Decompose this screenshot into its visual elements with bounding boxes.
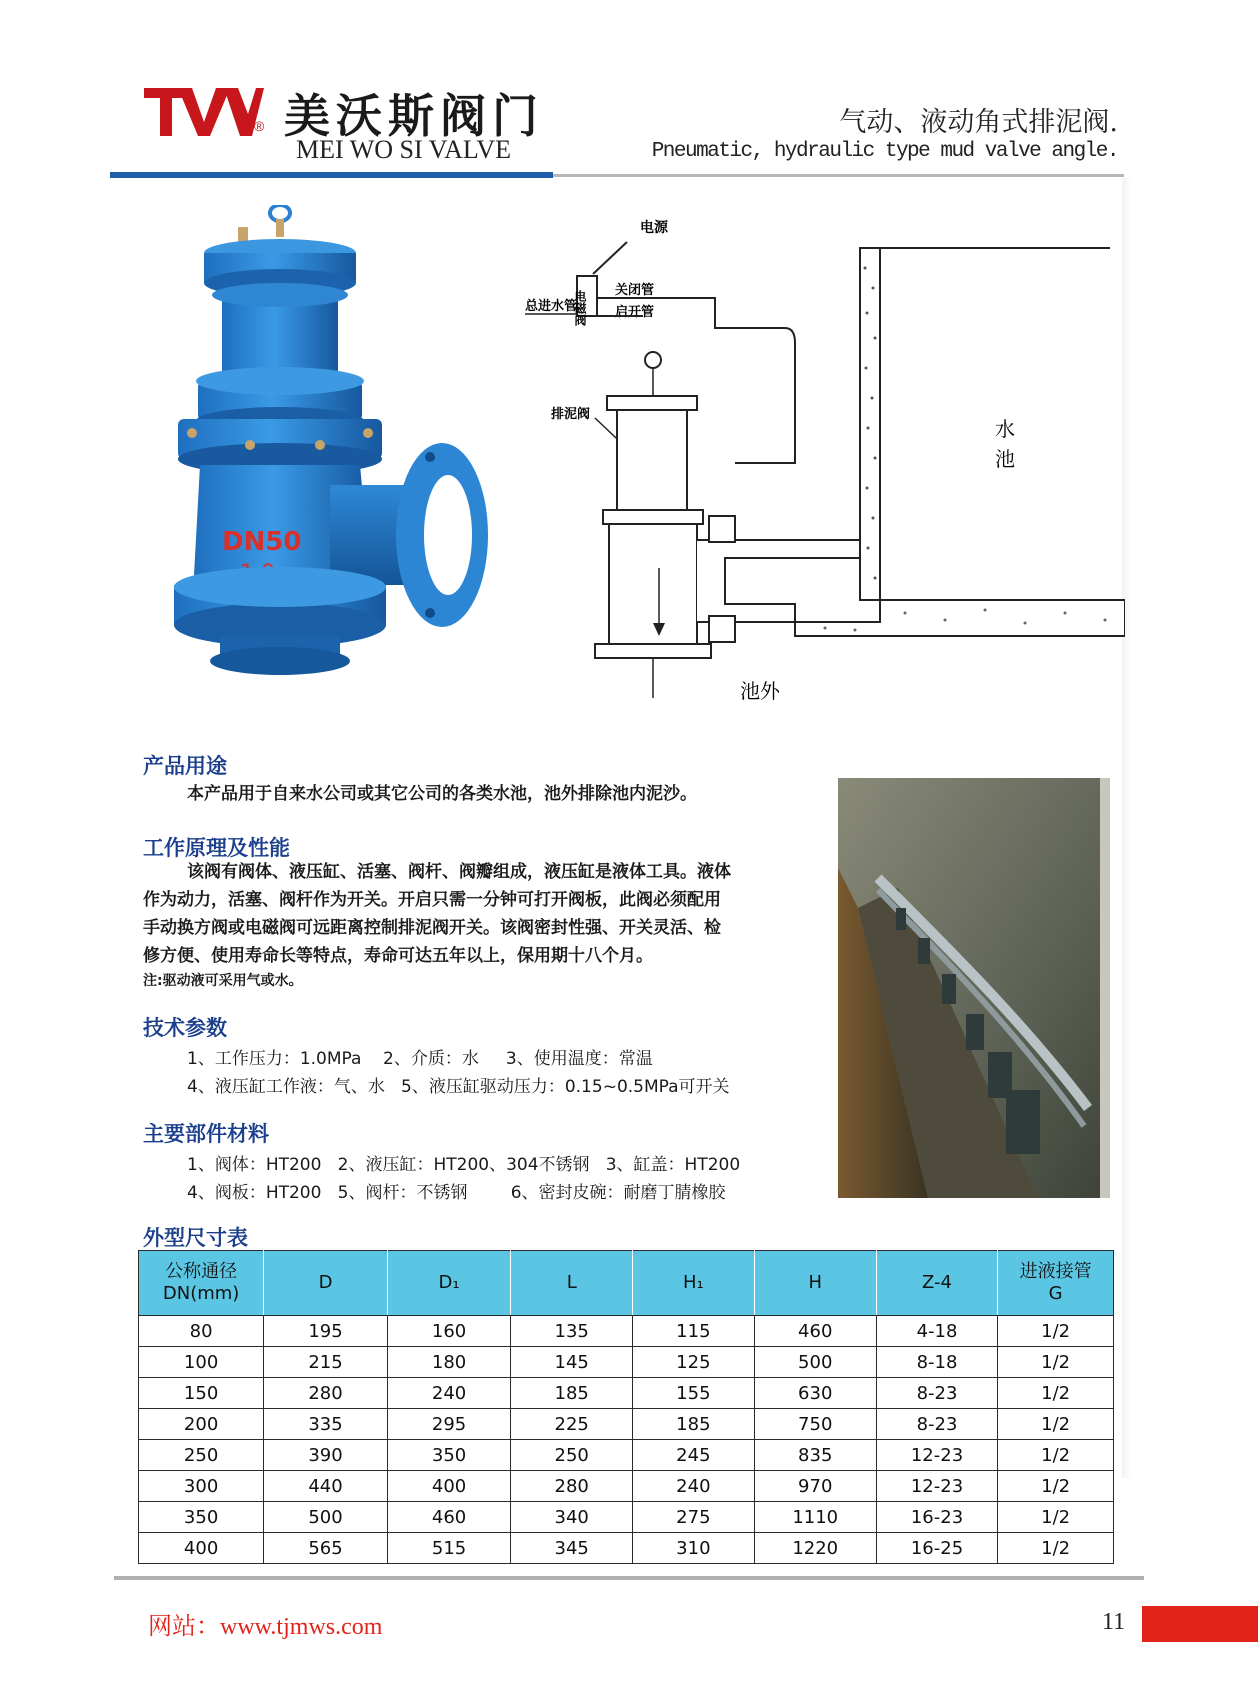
header-rule-blue xyxy=(110,172,553,178)
table-header-row xyxy=(139,1251,1114,1316)
cell: 160 xyxy=(387,1316,511,1347)
footer-rule xyxy=(114,1576,1144,1580)
material-line-2: 4、阀板：HT200 5、阀杆：不锈钢 6、密封皮碗：耐磨丁腈橡胶 xyxy=(187,1183,726,1203)
header-d: D xyxy=(264,1251,388,1316)
cell: 240 xyxy=(387,1378,511,1409)
page-title-cn: 气动、液动角式排泥阀. xyxy=(839,107,1118,138)
cell: 1/2 xyxy=(998,1378,1114,1409)
diagram-label-main-inlet: 总进水管 xyxy=(525,299,578,314)
cell: 240 xyxy=(633,1471,755,1502)
cell: 115 xyxy=(633,1316,755,1347)
table-row xyxy=(139,1502,1114,1533)
cell: 335 xyxy=(264,1409,388,1440)
material-heading: 主要部件材料 xyxy=(143,1122,269,1146)
cell: 1/2 xyxy=(998,1316,1114,1347)
cell: 460 xyxy=(754,1316,876,1347)
header-z4: Z-4 xyxy=(876,1251,997,1316)
principle-note: 注:驱动液可采用气或水。 xyxy=(143,973,303,989)
cell: 1/2 xyxy=(998,1347,1114,1378)
tech-line-2: 4、液压缸工作液：气、水 5、液压缸驱动压力：0.15~0.5MPa可开关 xyxy=(187,1077,730,1097)
cell: 8-23 xyxy=(876,1409,997,1440)
cell: 180 xyxy=(387,1347,511,1378)
material-line-1: 1、阀体：HT200 2、液压缸：HT200、304不锈钢 3、缸盖：HT200 xyxy=(187,1155,741,1175)
table-row xyxy=(139,1440,1114,1471)
table-heading: 外型尺寸表 xyxy=(143,1226,248,1250)
principle-heading: 工作原理及性能 xyxy=(143,836,290,860)
cell: 200 xyxy=(139,1409,264,1440)
table-row xyxy=(139,1409,1114,1440)
valve-marking-dn: DN50 xyxy=(222,527,302,557)
cell: 1/2 xyxy=(998,1471,1114,1502)
brand-name-cn: 美沃斯阀门 xyxy=(284,89,544,143)
cell: 295 xyxy=(387,1409,511,1440)
header-l: L xyxy=(511,1251,633,1316)
brand-logo-icon xyxy=(144,84,264,140)
cell: 185 xyxy=(511,1378,633,1409)
cell: 280 xyxy=(511,1471,633,1502)
table-row xyxy=(139,1533,1114,1564)
principle-line-3: 手动换方阀或电磁阀可远距离控制排泥阀开关。该阀密封性强、开关灵活、检 xyxy=(143,918,721,938)
cell: 440 xyxy=(264,1471,388,1502)
usage-text: 本产品用于自来水公司或其它公司的各类水池，池外排除池内泥沙。 xyxy=(187,784,697,804)
cell: 350 xyxy=(139,1502,264,1533)
table-row xyxy=(139,1347,1114,1378)
cell: 750 xyxy=(754,1409,876,1440)
cell: 350 xyxy=(387,1440,511,1471)
cell: 4-18 xyxy=(876,1316,997,1347)
footer-red-bar xyxy=(1142,1606,1258,1642)
cell: 250 xyxy=(139,1440,264,1471)
table-row xyxy=(139,1378,1114,1409)
cell: 340 xyxy=(511,1502,633,1533)
cell: 1/2 xyxy=(998,1533,1114,1564)
cell: 500 xyxy=(264,1502,388,1533)
page-title-en: Pneumatic, hydraulic type mud valve angle. xyxy=(651,140,1118,163)
installation-site-photo xyxy=(838,778,1110,1198)
page-number: 11 xyxy=(1102,1609,1126,1635)
cell: 245 xyxy=(633,1440,755,1471)
cell: 280 xyxy=(264,1378,388,1409)
diagram-label-outside: 池外 xyxy=(740,679,780,703)
cell: 565 xyxy=(264,1533,388,1564)
tech-line-1: 1、工作压力：1.0MPa 2、介质：水 3、使用温度：常温 xyxy=(187,1049,653,1069)
cell: 390 xyxy=(264,1440,388,1471)
cell: 8-18 xyxy=(876,1347,997,1378)
cell: 195 xyxy=(264,1316,388,1347)
registered-mark: ® xyxy=(254,118,265,134)
cell: 145 xyxy=(511,1347,633,1378)
principle-line-4: 修方便、使用寿命长等特点，寿命可达五年以上，保用期十八个月。 xyxy=(143,946,653,966)
table-row xyxy=(139,1316,1114,1347)
diagram-label-pool-2: 池 xyxy=(995,447,1015,471)
diagram-label-open-pipe: 启开管 xyxy=(615,305,655,320)
cell: 970 xyxy=(754,1471,876,1502)
cell: 16-23 xyxy=(876,1502,997,1533)
cell: 12-23 xyxy=(876,1471,997,1502)
usage-heading: 产品用途 xyxy=(143,754,227,778)
website-link[interactable]: 网站：www.tjmws.com xyxy=(148,1614,383,1640)
cell: 275 xyxy=(633,1502,755,1533)
header-h1: H₁ xyxy=(633,1251,755,1316)
table-row xyxy=(139,1471,1114,1502)
cell: 500 xyxy=(754,1347,876,1378)
cell: 100 xyxy=(139,1347,264,1378)
cell: 185 xyxy=(633,1409,755,1440)
header-h: H xyxy=(754,1251,876,1316)
diagram-label-close-pipe: 关闭管 xyxy=(615,283,655,298)
cell: 155 xyxy=(633,1378,755,1409)
cell: 8-23 xyxy=(876,1378,997,1409)
angle-mud-valve-image xyxy=(130,205,510,725)
cell: 1/2 xyxy=(998,1409,1114,1440)
cell: 400 xyxy=(387,1471,511,1502)
header-d1: D₁ xyxy=(387,1251,511,1316)
header-dn: 公称通径 DN(mm) xyxy=(139,1251,264,1316)
cell: 1110 xyxy=(754,1502,876,1533)
cell: 12-23 xyxy=(876,1440,997,1471)
cell: 460 xyxy=(387,1502,511,1533)
cell: 345 xyxy=(511,1533,633,1564)
diagram-label-mud-valve: 排泥阀 xyxy=(551,407,591,422)
header-g: 进液接管 G xyxy=(998,1251,1114,1316)
cell: 835 xyxy=(754,1440,876,1471)
principle-line-1: 该阀有阀体、液压缸、活塞、阀杆、阀瓣组成，液压缸是液体工具。液体 xyxy=(187,862,731,882)
cell: 1220 xyxy=(754,1533,876,1564)
cell: 80 xyxy=(139,1316,264,1347)
cell: 300 xyxy=(139,1471,264,1502)
dimension-table xyxy=(138,1250,1114,1564)
cell: 215 xyxy=(264,1347,388,1378)
header-rule-gray xyxy=(553,174,1124,177)
cell: 135 xyxy=(511,1316,633,1347)
diagram-label-solenoid: 电磁阀 xyxy=(573,290,587,326)
cell: 1/2 xyxy=(998,1440,1114,1471)
cell: 630 xyxy=(754,1378,876,1409)
cell: 150 xyxy=(139,1378,264,1409)
cell: 225 xyxy=(511,1409,633,1440)
cell: 1/2 xyxy=(998,1502,1114,1533)
cell: 125 xyxy=(633,1347,755,1378)
diagram-label-pool-1: 水 xyxy=(995,417,1015,441)
cell: 16-25 xyxy=(876,1533,997,1564)
principle-line-2: 作为动力，活塞、阀杆作为开关。开启只需一分钟可打开阀板，此阀必须配用 xyxy=(143,890,721,910)
installation-diagram xyxy=(525,218,1125,738)
cell: 310 xyxy=(633,1533,755,1564)
cell: 400 xyxy=(139,1533,264,1564)
tech-heading: 技术参数 xyxy=(143,1016,227,1040)
diagram-label-power: 电源 xyxy=(640,220,668,236)
cell: 250 xyxy=(511,1440,633,1471)
brand-name-en: MEI WO SI VALVE xyxy=(296,135,512,164)
cell: 515 xyxy=(387,1533,511,1564)
